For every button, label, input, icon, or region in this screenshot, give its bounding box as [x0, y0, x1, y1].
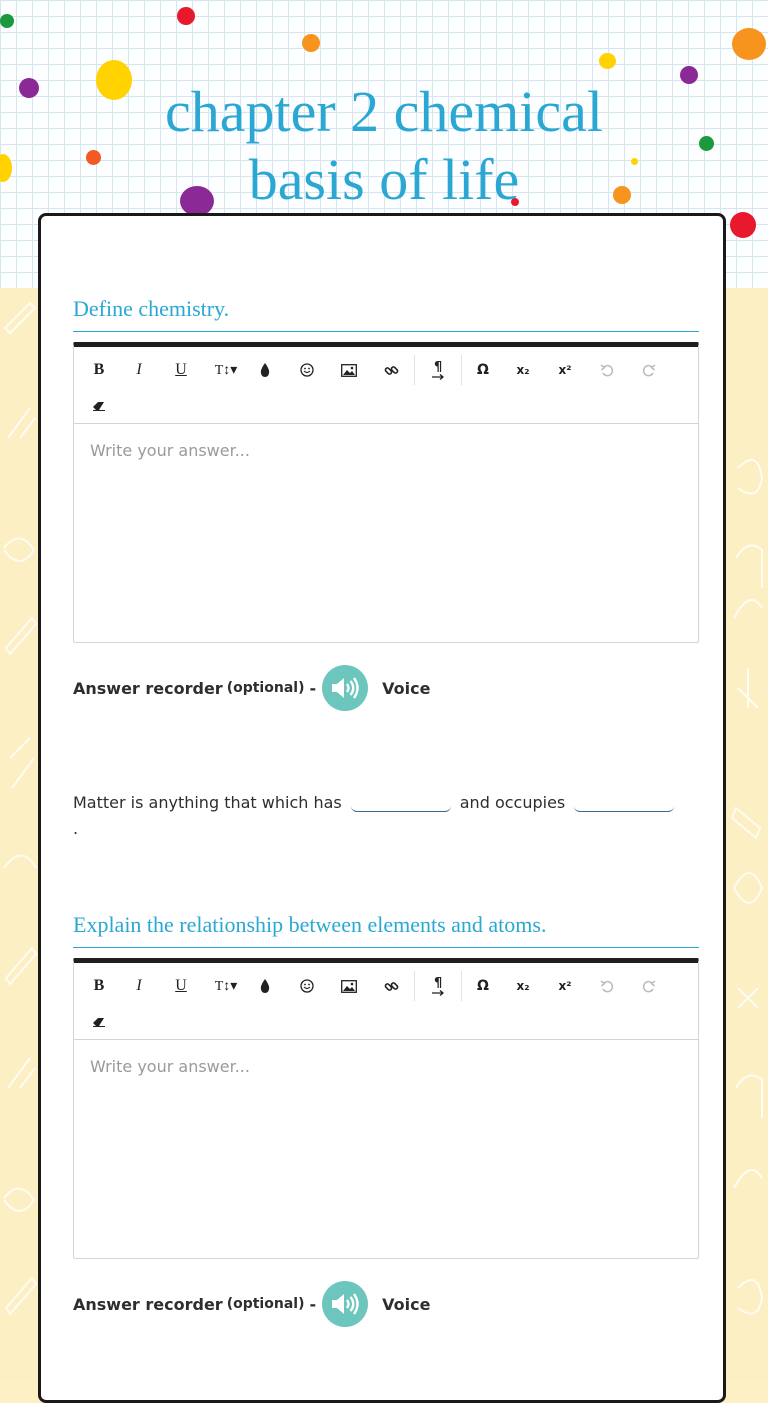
voice-record-button[interactable]	[322, 665, 368, 711]
paint-splat-green	[0, 14, 14, 28]
italic-button[interactable]: I	[136, 361, 142, 378]
toolbar-separator	[414, 355, 415, 385]
answer-placeholder: Write your answer...	[90, 441, 250, 460]
italic-button[interactable]: I	[136, 977, 142, 994]
text-size-button[interactable]: T↕▾	[214, 978, 238, 994]
underline-button[interactable]: U	[175, 361, 187, 378]
paint-splat-yellow-right	[599, 53, 616, 69]
special-char-button[interactable]: Ω	[477, 362, 489, 378]
superscript-button[interactable]: x²	[558, 979, 572, 993]
image-icon[interactable]	[334, 357, 364, 383]
speaker-icon	[330, 1291, 360, 1317]
paint-splat-orange-right	[732, 28, 766, 60]
question-2	[73, 912, 699, 1259]
bold-button[interactable]: B	[93, 977, 105, 994]
color-drop-icon[interactable]	[250, 357, 280, 383]
voice-label: Voice	[382, 1294, 431, 1314]
emoji-icon[interactable]	[292, 973, 322, 999]
answer-recorder-1	[73, 665, 430, 711]
paint-splat-red	[177, 7, 195, 25]
bold-button[interactable]: B	[93, 361, 105, 378]
worksheet-title	[0, 78, 768, 214]
fill-in-blank-question	[73, 789, 683, 812]
question-1-title: Define chemistry.	[73, 296, 699, 332]
fill-text-part-2: and occupies	[459, 793, 566, 812]
paragraph-direction-icon[interactable]	[423, 357, 453, 383]
color-drop-icon[interactable]	[250, 973, 280, 999]
recorder-dash: -	[309, 678, 317, 698]
recorder-optional: (optional)	[226, 1296, 305, 1312]
question-1	[73, 296, 699, 643]
subscript-button[interactable]: x₂	[516, 979, 530, 993]
undo-icon[interactable]	[592, 973, 622, 999]
link-icon[interactable]	[376, 357, 406, 383]
text-size-button[interactable]: T↕▾	[214, 362, 238, 378]
speaker-icon	[330, 675, 360, 701]
toolbar-separator	[414, 971, 415, 1001]
worksheet-card	[38, 213, 726, 1403]
rich-text-editor	[73, 342, 699, 643]
doodle-right-strip	[728, 288, 768, 1380]
fill-end-line	[73, 819, 78, 838]
title-line-2: basis of life	[248, 147, 520, 212]
recorder-label: Answer recorder	[73, 678, 223, 698]
answer-textarea[interactable]	[74, 424, 698, 642]
editor-toolbar	[74, 347, 698, 424]
fill-text-part-1: Matter is anything that which has	[73, 793, 342, 812]
voice-record-button[interactable]	[322, 1281, 368, 1327]
answer-textarea[interactable]	[74, 1040, 698, 1258]
question-2-title: Explain the relationship between elements and atoms.	[73, 912, 699, 948]
answer-placeholder: Write your answer...	[90, 1057, 250, 1076]
toolbar-separator	[461, 355, 462, 385]
superscript-button[interactable]: x²	[558, 363, 572, 377]
editor-toolbar	[74, 963, 698, 1040]
underline-button[interactable]: U	[175, 977, 187, 994]
undo-icon[interactable]	[592, 357, 622, 383]
eraser-icon[interactable]	[84, 393, 114, 419]
recorder-label: Answer recorder	[73, 1294, 223, 1314]
blank-input-1[interactable]	[351, 789, 451, 812]
recorder-optional: (optional)	[226, 680, 305, 696]
redo-icon[interactable]	[634, 973, 664, 999]
rich-text-editor	[73, 958, 699, 1259]
paint-splat-orange	[302, 34, 320, 52]
svg-text:¶: ¶	[434, 360, 443, 375]
image-icon[interactable]	[334, 973, 364, 999]
emoji-icon[interactable]	[292, 357, 322, 383]
blank-input-2[interactable]	[574, 789, 674, 812]
recorder-dash: -	[309, 1294, 317, 1314]
answer-recorder-2	[73, 1281, 430, 1327]
voice-label: Voice	[382, 678, 431, 698]
svg-text:¶: ¶	[434, 976, 443, 991]
paragraph-direction-icon[interactable]	[423, 973, 453, 999]
doodle-left-strip	[0, 288, 40, 1380]
eraser-icon[interactable]	[84, 1009, 114, 1035]
paint-splat-red-right	[730, 212, 756, 238]
fill-text-end: .	[73, 819, 79, 838]
redo-icon[interactable]	[634, 357, 664, 383]
title-line-1: chapter 2 chemical	[165, 79, 603, 144]
link-icon[interactable]	[376, 973, 406, 999]
subscript-button[interactable]: x₂	[516, 363, 530, 377]
toolbar-separator	[461, 971, 462, 1001]
special-char-button[interactable]: Ω	[477, 978, 489, 994]
